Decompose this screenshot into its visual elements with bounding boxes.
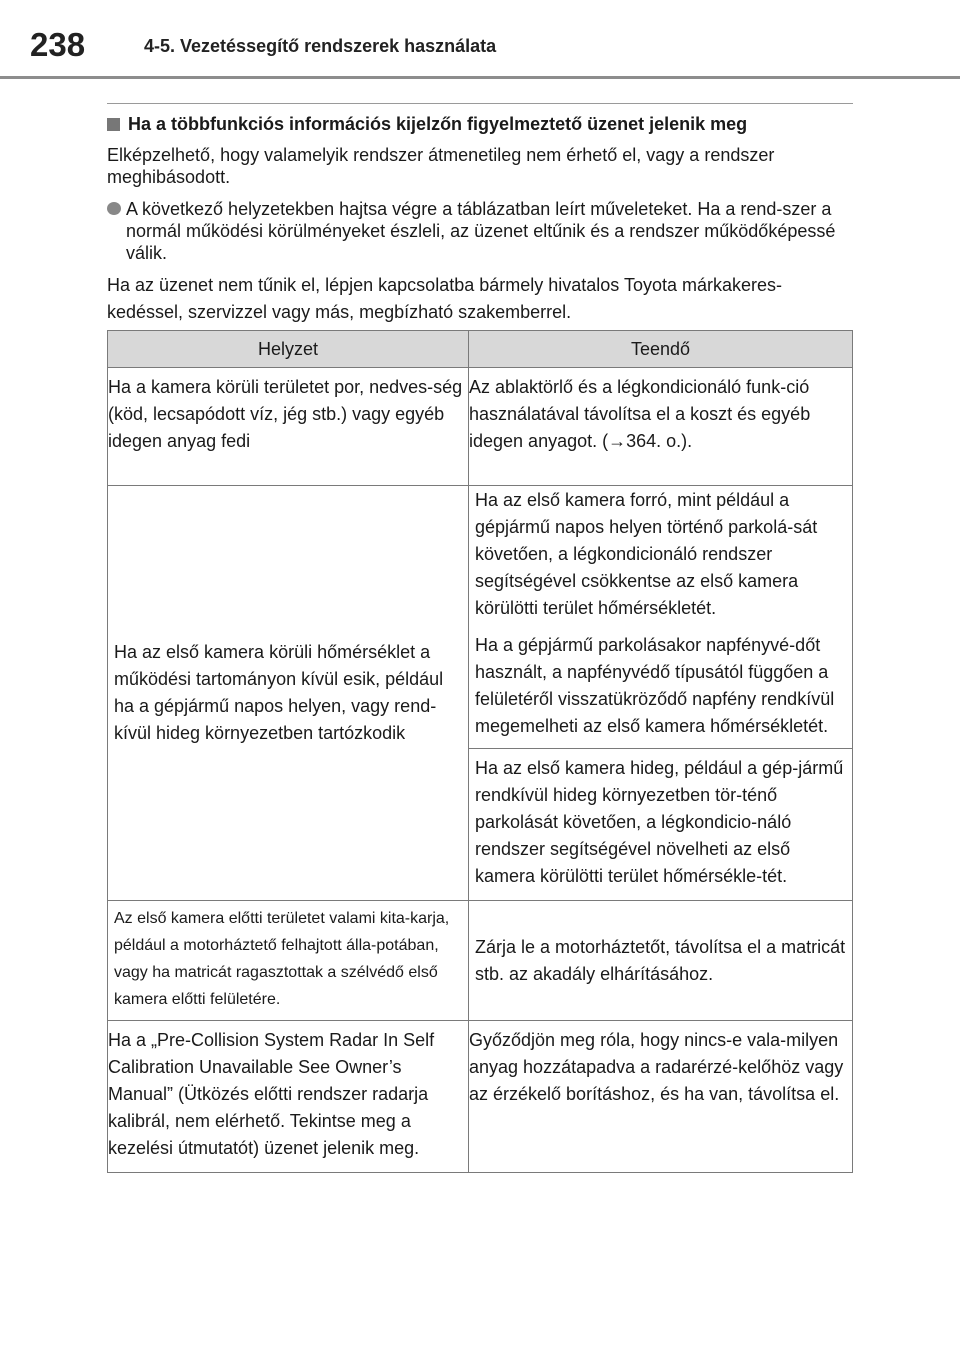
action-cell: Győződjön meg róla, hogy nincs-e vala-milyen anyag hozzátapadva a radarérzé-kelőhöz vagy az érzékelő borításhoz, és ha van, távolítsa el. bbox=[469, 1021, 853, 1173]
situation-cell: Az első kamera előtti területet valami kita-karja, például a motorháztető felhajtott álla-potában, vagy ha matricát ragasztottak a szélvédő első kamera előtti felületére. bbox=[108, 901, 469, 1021]
section-divider bbox=[107, 103, 853, 104]
table-header-row bbox=[108, 331, 853, 368]
action-cell: Az ablaktörlő és a légkondicionáló funk-ció használatával távolítsa el a koszt és egyéb idegen anyagot. (→364. o.). bbox=[469, 368, 853, 486]
action-paragraph: Ha a gépjármű parkolásakor napfényvé-dőt használt, a napfényvédő típusától függően a felületéről visszatükröződő napfény rendkívül megemelheti az első kamera hőmérsékletét. bbox=[475, 635, 835, 736]
page-header bbox=[0, 0, 960, 79]
action-paragraph: Ha az első kamera forró, mint például a gépjármű napos helyen történő parkolá-sát követően, a légkondicionáló rendszer segítségével csökkentse az első kamera körülötti terület hőmérsékletét. bbox=[475, 490, 818, 618]
troubleshooting-table bbox=[107, 330, 853, 1173]
intro-paragraph: Elképzelhető, hogy valamelyik rendszer átmenetileg nem érhető el, vagy a rendszer meghibásodott. bbox=[107, 145, 775, 187]
action-paragraph: Ha az első kamera hideg, például a gép-jármű rendkívül hideg környezetben tör-ténő parkolását követően, a légkondicio-náló rendszer segítségével növelheti az első kamera körülötti terület hőmérsékle-tét. bbox=[469, 748, 852, 900]
outro-paragraph: Ha az üzenet nem tűnik el, lépjen kapcsolatba bármely hivatalos Toyota márkakeres-kedéssel, szervizzel vagy más, megbízható szakemberrel. bbox=[107, 275, 783, 322]
action-cell: Zárja le a motorháztetőt, távolítsa el a matricát stb. az akadály elhárításához. bbox=[469, 901, 853, 1021]
page-number: 238 bbox=[30, 26, 86, 63]
table-row bbox=[108, 486, 853, 901]
bullet-text: A következő helyzetekben hajtsa végre a táblázatban leírt műveleteket. Ha a rend-szer a normál működési körülményeket észleli, az üzenet eltűnik és a rendszer működőképessé válik. bbox=[126, 199, 836, 263]
table-row bbox=[108, 368, 853, 486]
square-bullet-icon bbox=[107, 118, 120, 131]
action-cell bbox=[469, 486, 853, 901]
chapter-title: 4-5. Vezetéssegítő rendszerek használata bbox=[144, 36, 497, 56]
table-row bbox=[108, 1021, 853, 1173]
header-action: Teendő bbox=[469, 331, 853, 368]
situation-cell: Ha az első kamera körüli hőmérséklet a működési tartományon kívül esik, például ha a gépjármű napos helyen, vagy rend-kívül hideg környezetben tartózkodik bbox=[108, 486, 469, 901]
situation-cell: Ha a „Pre-Collision System Radar In Self Calibration Unavailable See Owner’s Manual” (Ütközés előtti rendszer radarja kalibrál, nem elérhető. Tekintse meg a kezelési útmutatót) üzenet jelenik meg. bbox=[108, 1021, 469, 1173]
table-row bbox=[108, 901, 853, 1021]
bullet-item bbox=[107, 198, 853, 264]
round-bullet-icon bbox=[107, 202, 121, 215]
section-heading-text: Ha a többfunkciós információs kijelzőn figyelmeztető üzenet jelenik meg bbox=[128, 114, 748, 134]
section-content bbox=[107, 103, 853, 326]
section-heading bbox=[107, 112, 853, 136]
header-situation: Helyzet bbox=[108, 331, 469, 368]
situation-cell: Ha a kamera körüli területet por, nedves-ség (köd, lecsapódott víz, jég stb.) vagy egyéb idegen anyag fedi bbox=[108, 368, 469, 486]
